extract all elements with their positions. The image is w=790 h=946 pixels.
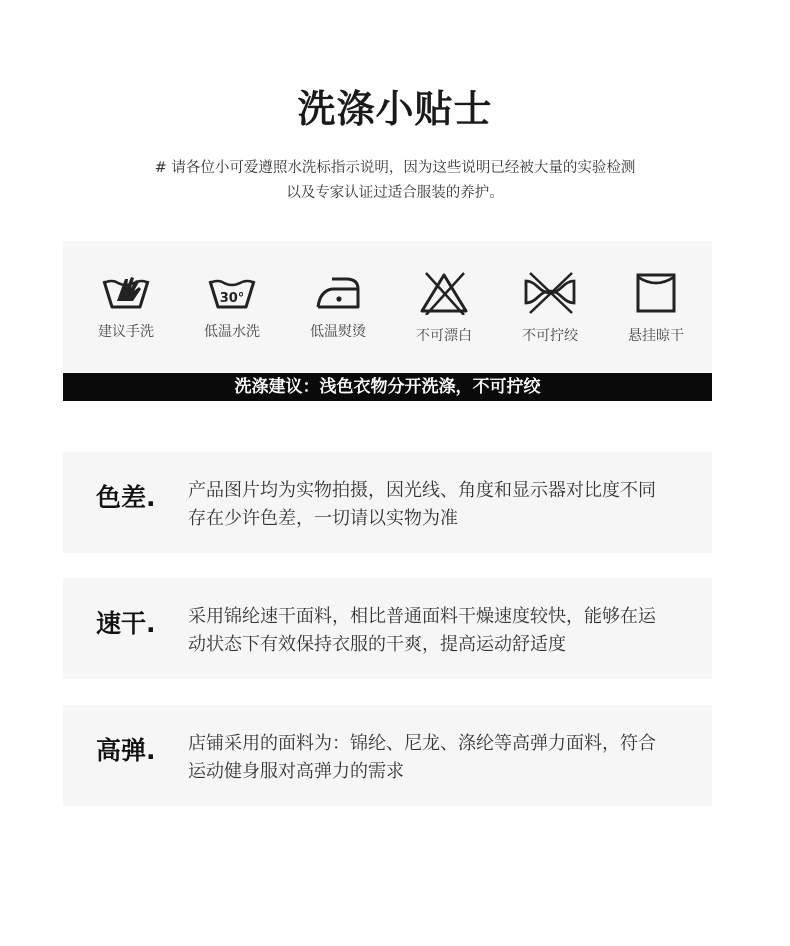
feature-desc-line: 动状态下有效保持衣服的干爽，提高运动舒适度	[188, 634, 566, 655]
feature-color-difference	[63, 452, 712, 553]
feature-title: 色差.	[96, 483, 156, 512]
feature-description	[188, 477, 708, 533]
care-item-iron-low	[285, 271, 391, 341]
intro-line-1: # 请各位小可爱遵照水洗标指示说明，因为这些说明已经被大量的实验检测	[154, 160, 636, 176]
hand-wash-icon	[100, 271, 152, 311]
care-label: 不可漂白	[416, 328, 472, 344]
wash-30-icon	[206, 271, 258, 311]
care-label: 低温熨烫	[310, 324, 366, 340]
care-item-no-bleach	[391, 271, 497, 345]
no-bleach-icon	[418, 271, 470, 315]
feature-desc-line: 运动健身服对高弹力的需求	[188, 761, 404, 782]
hang-dry-icon	[630, 271, 682, 315]
feature-description	[188, 730, 708, 786]
care-instructions-panel	[63, 241, 712, 401]
iron-low-icon	[312, 271, 364, 311]
care-item-hang-dry	[603, 271, 709, 345]
care-label: 悬挂晾干	[628, 328, 684, 344]
care-item-no-wring	[497, 271, 603, 345]
feature-title: 高弹.	[96, 736, 156, 765]
care-label: 建议手洗	[98, 324, 154, 340]
care-label: 低温水洗	[204, 324, 260, 340]
wash-temp-text: 30°	[219, 291, 245, 306]
page-title: 洗涤小贴士	[297, 87, 493, 131]
feature-description	[188, 603, 708, 659]
care-label: 不可拧绞	[522, 328, 578, 344]
washing-advice-banner: 洗涤建议：浅色衣物分开洗涤，不可拧绞	[63, 373, 712, 401]
feature-high-elasticity	[63, 705, 712, 806]
feature-desc-line: 产品图片均为实物拍摄，因光线、角度和显示器对比度不同	[188, 480, 656, 501]
care-item-hand-wash	[73, 271, 179, 341]
care-item-wash-30	[179, 271, 285, 341]
intro-text	[0, 156, 790, 206]
feature-title: 速干.	[96, 609, 156, 638]
feature-desc-line: 采用锦纶速干面料，相比普通面料干燥速度较快，能够在运	[188, 606, 656, 627]
intro-line-2: 以及专家认证过适合服装的养护。	[286, 185, 504, 201]
feature-desc-line: 店铺采用的面料为：锦纶、尼龙、涤纶等高弹力面料，符合	[188, 733, 656, 754]
feature-desc-line: 存在少许色差，一切请以实物为准	[188, 508, 458, 529]
feature-quick-dry	[63, 578, 712, 679]
no-wring-icon	[524, 271, 576, 315]
